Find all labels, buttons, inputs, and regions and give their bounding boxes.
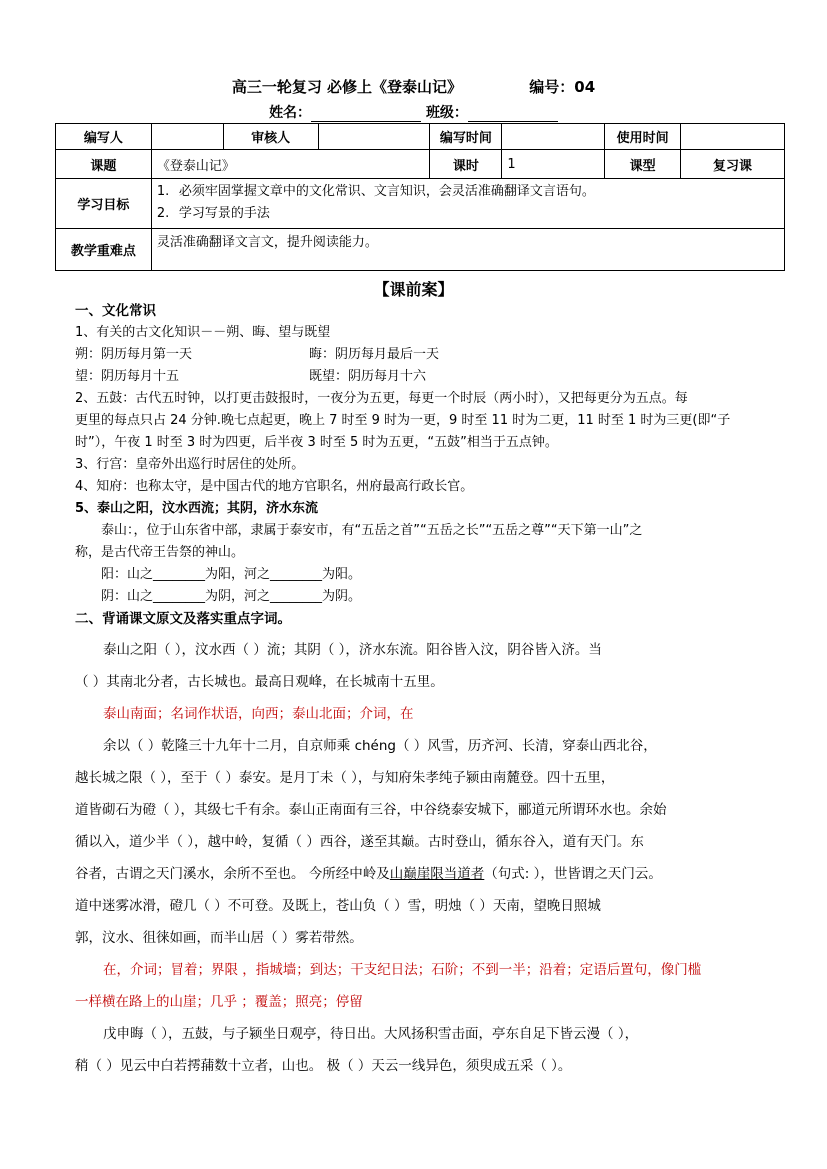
text-line: 稍（ ）见云中白若摴蒱数十立者，山也。 极（ ）天云一线异色，须臾成五采（ ）。 (75, 1058, 572, 1074)
doc-title-text: 高三一轮复习 必修上《登泰山记》 (231, 78, 463, 96)
text-line: 越长城之限（ ），至于（ ）泰安。是月丁未（ ），与知府朱孝纯子颍由南麓登。四十五里， (75, 770, 615, 786)
doc-code: 编号：04 (529, 78, 596, 96)
use-time-label: 使用时间 (605, 124, 681, 150)
text-line: （ ）其南北分者，古长城也。最高日观峰，在长城南十五里。 (75, 674, 444, 690)
answer-line: 一样横在路上的山崖；几乎 ；覆盖；照亮；停留 (75, 994, 363, 1010)
hours-label: 课时 (430, 150, 502, 179)
underlined-phrase: 山巅崖限当道者 (389, 866, 485, 882)
editor-value (151, 124, 223, 150)
wang: 望：阴历每月十五 (75, 369, 180, 384)
text-line: 循以入，道少半（ ），越中岭，复循（ ）西谷，遂至其巅。古时登山，循东谷入，道有天门。东 (75, 834, 644, 850)
answer-line: 泰山南面；名词作状语，向西；泰山北面；介词，在 (103, 706, 414, 722)
content (75, 300, 765, 1082)
culture-item-4: 4、知府：也称太守，是中国古代的地方官职名，州府最高行政长官。 (75, 479, 474, 494)
text-line: 谷者，古谓之天门溪水，余所不至也。 今所经中岭及山巅崖限当道者（句式: ），世皆谓之天门云。 (75, 866, 662, 882)
culture-item-2-line: 更里的每点只占 24 分钟.晚七点起更，晚上 7 时至 9 时为一更，9 时至 11 时为二更，11 时至 1 时为三更(即“子 (75, 413, 731, 428)
jiwang: 既望：阴历每月十六 (309, 369, 427, 384)
goals-label: 学习目标 (56, 179, 152, 229)
write-time-value (502, 124, 605, 150)
topic-label: 课题 (56, 150, 152, 179)
topic-value: 《登泰山记》 (151, 150, 430, 179)
name-class-line (0, 102, 827, 122)
text-line: 道皆砌石为磴（ ），其级七千有余。泰山正南面有三谷，中谷绕泰安城下，郦道元所谓环水也。余始 (75, 802, 667, 818)
answer-line: 在，介词；冒着；界限 ，指城墙；到达；干支纪日法；石阶；不到一半；沿着；定语后置句，像门槛 (103, 962, 702, 978)
culture-item-5: 5、泰山之阳，汶水西流；其阴，济水东流 (75, 501, 319, 516)
pre-class-title: 【课前案】 (373, 280, 454, 299)
text-line: 郭，汶水、徂徕如画，而半山居（ ）雾若带然。 (75, 930, 363, 946)
culture-item-2-line: 2、五鼓：古代五时钟，以打更击鼓报时，一夜分为五更，每更一个时辰（两小时），又把每更分为五点。每 (75, 391, 688, 406)
class-label: 班级： (425, 105, 468, 121)
yin-line: 阴：山之________为阴，河之________为阴。 (101, 589, 362, 604)
use-time-value (681, 124, 785, 150)
culture-item-1: 1、有关的古文化知识－－朔、晦、望与既望 (75, 325, 331, 340)
name-blank[interactable] (311, 107, 421, 122)
doc-title (0, 76, 827, 97)
culture-item-3: 3、行宫：皇帝外出巡行时居住的处所。 (75, 457, 305, 472)
type-label: 课型 (605, 150, 681, 179)
taishan-line: 泰山：，位于山东省中部，隶属于泰安市，有“五岳之首”“五岳之长”“五岳之尊”“天下第一山”之 (101, 523, 643, 538)
hui: 晦：阴历每月最后一天 (309, 347, 440, 362)
culture-item-2-line: 时”），午夜 1 时至 3 时为四更，后半夜 3 时至 5 时为五更，“五鼓”相当于五点钟。 (75, 435, 558, 450)
text-line: 戊申晦（ ），五鼓，与子颍坐日观亭，待日出。大风扬积雪击面，亭东自足下皆云漫（ ）， (103, 1026, 639, 1042)
taishan-line: 称，是古代帝王告祭的神山。 (75, 545, 245, 560)
key-text: 灵活准确翻译文言文，提升阅读能力。 (151, 229, 784, 271)
yang-line: 阳：山之________为阳，河之________为阳。 (101, 567, 362, 582)
goals-cell (151, 179, 784, 229)
section1-title: 一、文化常识 (75, 303, 156, 319)
class-blank[interactable] (468, 107, 558, 122)
name-label: 姓名： (269, 105, 312, 121)
shuo: 朔：阴历每月第一天 (75, 347, 193, 362)
section2-title: 二、背诵课文原文及落实重点字词。 (75, 611, 291, 627)
hours-value: 1 (502, 150, 605, 179)
reviewer-value (318, 124, 430, 150)
wang-jiwang-row (75, 366, 765, 388)
info-table (55, 123, 785, 271)
text-line: 余以（ ）乾隆三十九年十二月，自京师乘 chéng（ ）风雪，历齐河、长清，穿泰山西北谷， (103, 738, 657, 754)
editor-label: 编写人 (56, 124, 152, 150)
goal-item: 2. 学习写景的手法 (156, 206, 270, 221)
goal-item: 1. 必须牢固掌握文章中的文化常识、文言知识，会灵活准确翻译文言语句。 (156, 184, 595, 199)
reviewer-label: 审核人 (223, 124, 318, 150)
shuo-hui-row (75, 344, 765, 366)
key-label: 教学重难点 (56, 229, 152, 271)
type-value: 复习课 (681, 150, 785, 179)
text-line: 泰山之阳（ ），汶水西（ ）流；其阴（ ），济水东流。阳谷皆入汶，阴谷皆入济。当 (103, 642, 602, 658)
text-line: 道中迷雾冰滑，磴几（ ）不可登。及既上，苍山负（ ）雪，明烛（ ）天南，望晚日照城 (75, 898, 601, 914)
write-time-label: 编写时间 (430, 124, 502, 150)
